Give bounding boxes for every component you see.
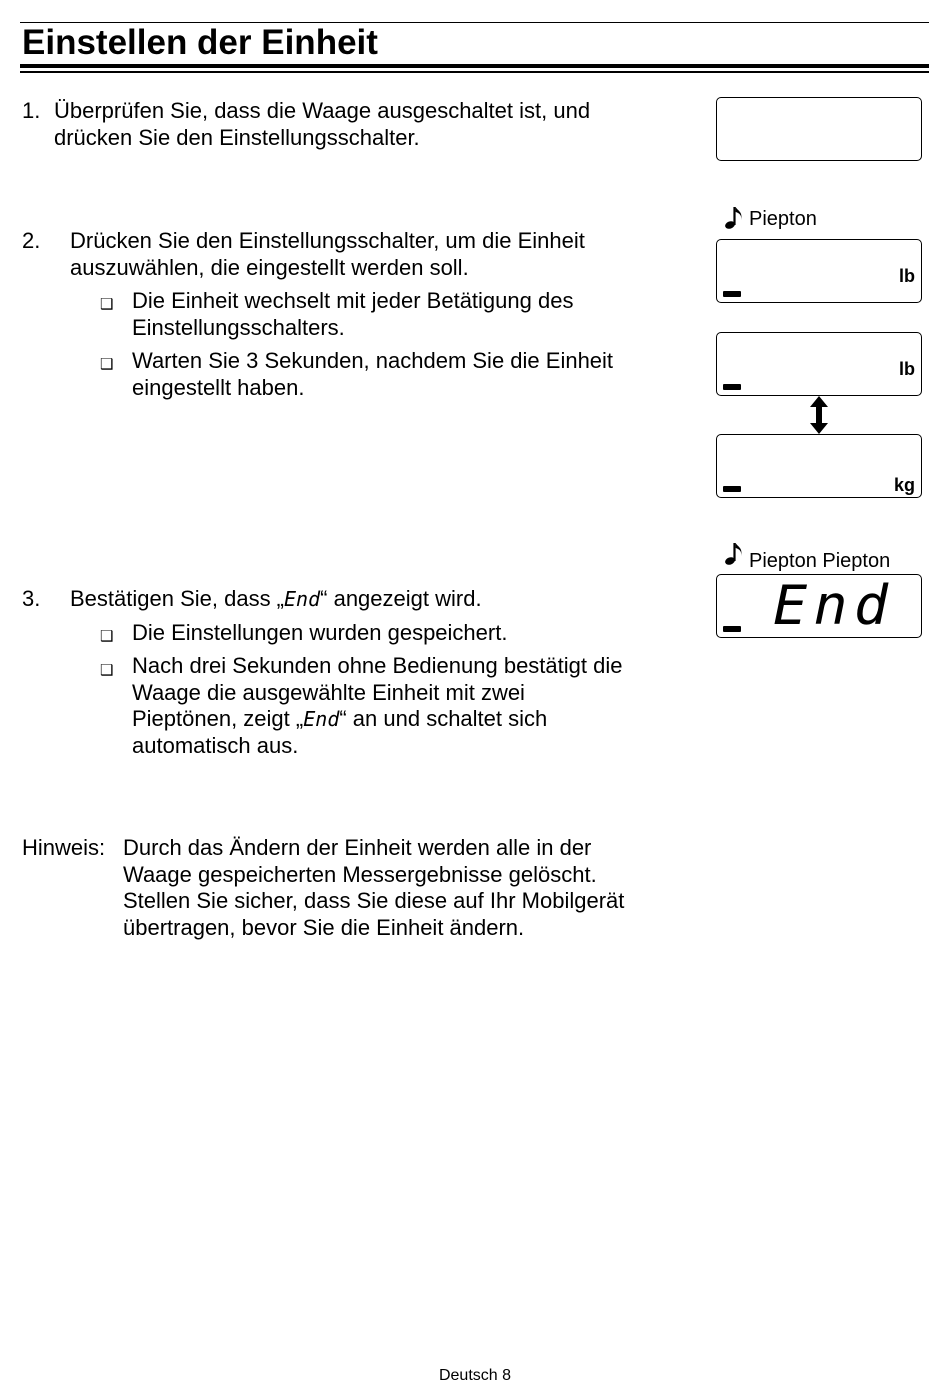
step3-bullet2-line-2: Waage die ausgewählte Einheit mit zwei — [132, 679, 525, 705]
battery-icon — [723, 291, 741, 297]
step1-line-2: drücken Sie den Einstellungsschalter. — [54, 124, 420, 150]
header-underline-rule — [20, 71, 929, 73]
unit-label: kg — [893, 475, 915, 495]
lcd-display-end — [716, 574, 922, 638]
step2-line-2: auszuwählen, die eingestellt werden soll. — [70, 254, 469, 280]
battery-icon — [723, 486, 741, 492]
step2-bullet1-line-2: Einstellungsschalters. — [132, 314, 345, 340]
step1-line-1: Überprüfen Sie, dass die Waage ausgeschaltet ist, und — [54, 98, 591, 123]
unit-label: lb — [899, 266, 915, 286]
music-note-icon — [724, 540, 746, 566]
bullet-box: ❑ — [100, 662, 114, 679]
end-lcd-text: End — [284, 587, 321, 611]
step3-number: 3. — [22, 586, 41, 611]
lcd-display-kg — [716, 434, 922, 498]
battery-icon — [723, 384, 741, 390]
double-arrow-icon — [809, 396, 829, 434]
note-label: Hinweis: — [22, 835, 106, 860]
beep-label: Piepton — [749, 208, 817, 230]
step2-bullet1-line-1: Die Einheit wechselt mit jeder Betätigung des — [132, 288, 574, 313]
bullet-box: ❑ — [100, 628, 114, 645]
step2-number: 2. — [22, 228, 41, 253]
step2-bullet2-line-2: eingestellt haben. — [132, 374, 305, 400]
note-line-3: Stellen Sie sicher, dass Sie diese auf Ihr Mobilgerät — [123, 888, 625, 913]
step3-bullet2-line-4: automatisch aus. — [132, 732, 299, 758]
step2-line-1: Drücken Sie den Einstellungsschalter, um die Einheit — [70, 228, 585, 253]
page-title: Einstellen der Einheit — [22, 23, 378, 62]
battery-icon — [723, 626, 741, 632]
note-line-1: Durch das Ändern der Einheit werden alle in der — [123, 835, 592, 860]
bullet-box: ❑ — [100, 356, 114, 373]
note-line-4: übertragen, bevor Sie die Einheit ändern. — [123, 914, 525, 940]
end-lcd-text: End — [303, 707, 340, 731]
music-note-icon — [724, 204, 746, 230]
bullet-box: ❑ — [100, 296, 114, 313]
header-thick-rule — [20, 64, 929, 68]
unit-label: lb — [899, 359, 915, 379]
lcd-display-lb — [716, 332, 922, 396]
step3-bullet2-line-3: Pieptönen, zeigt „End“ an und schaltet sich — [132, 706, 548, 731]
end-display-text: End — [773, 574, 895, 637]
page-footer: Deutsch 8 — [438, 1367, 512, 1384]
lcd-display-lb — [716, 239, 922, 303]
step1-number: 1. — [22, 98, 41, 123]
step3-bullet1: Die Einstellungen wurden gespeichert. — [132, 620, 508, 645]
lcd-display-off — [716, 97, 922, 161]
note-line-2: Waage gespeicherten Messergebnisse gelöscht. — [123, 861, 597, 887]
step3-line-1: Bestätigen Sie, dass „End“ angezeigt wird. — [70, 586, 482, 611]
step3-bullet2-line-1: Nach drei Sekunden ohne Bedienung bestätigt die — [132, 653, 623, 678]
beep-label: Piepton Piepton — [749, 550, 891, 572]
step2-bullet2-line-1: Warten Sie 3 Sekunden, nachdem Sie die Einheit — [132, 348, 614, 373]
